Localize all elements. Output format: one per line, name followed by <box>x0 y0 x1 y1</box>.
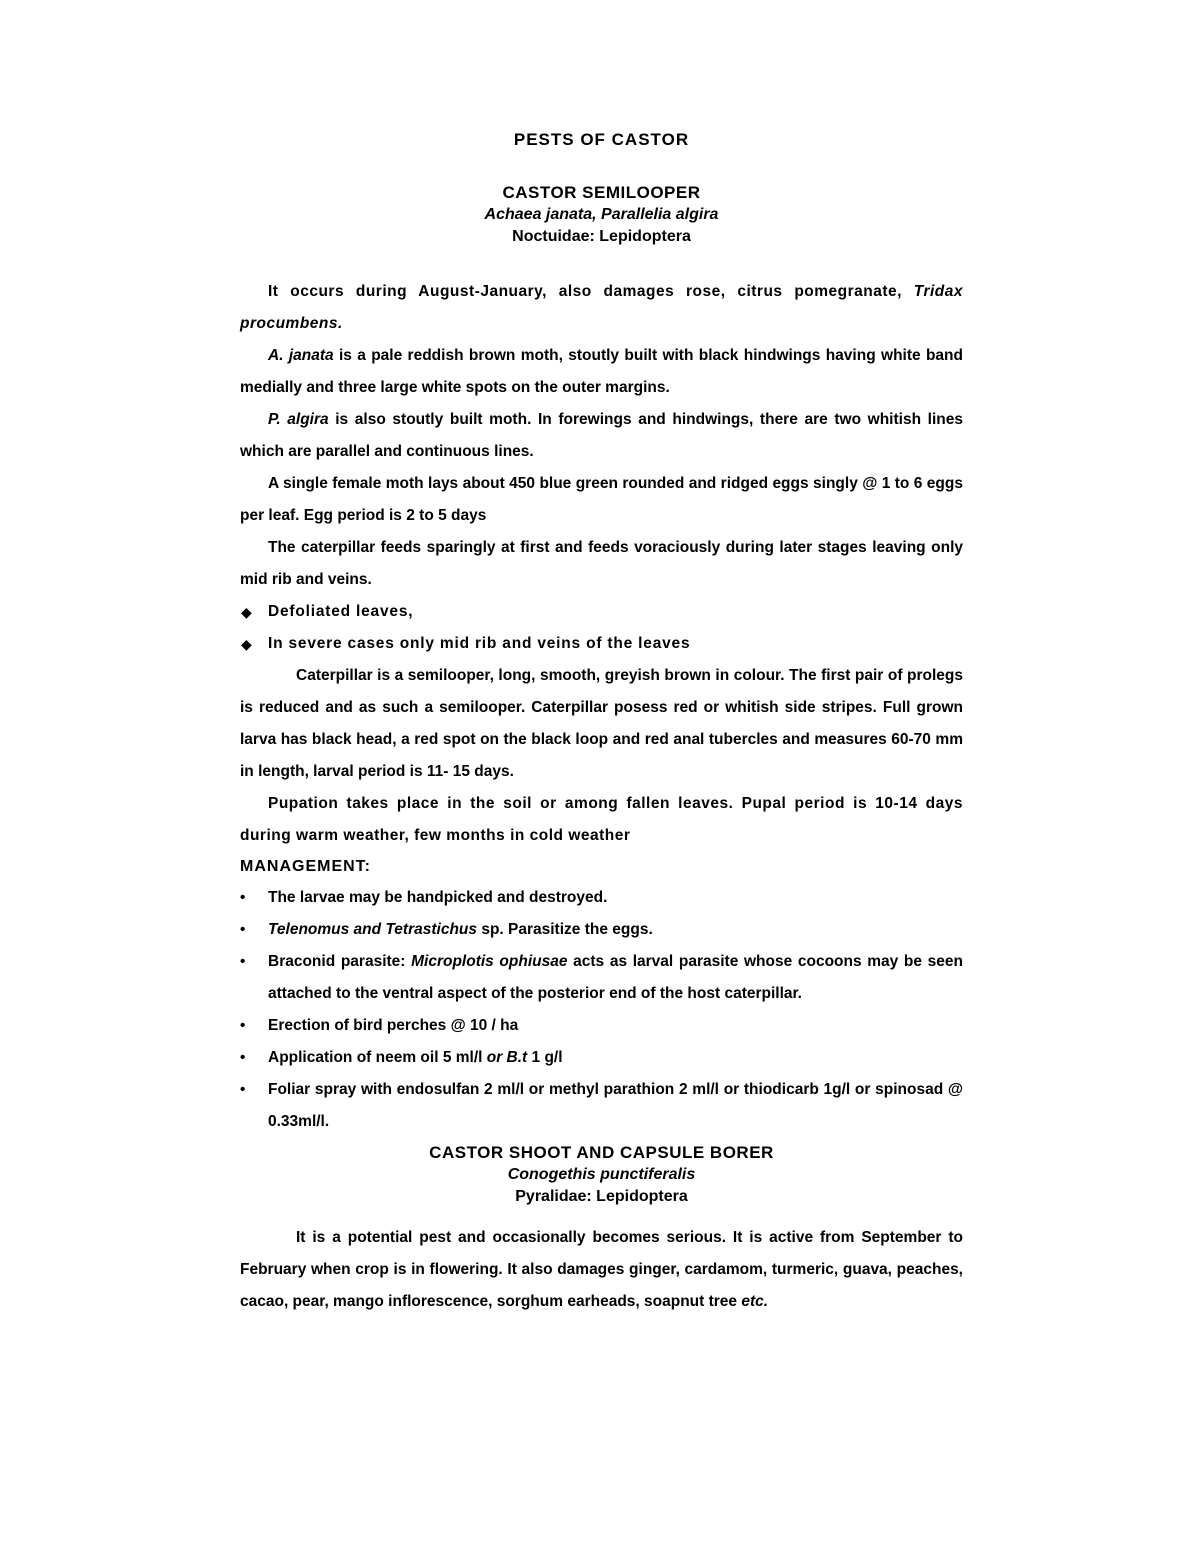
document-page <box>240 128 963 1318</box>
dot-bullet-icon: • <box>240 1017 246 1034</box>
intro-paragraph <box>240 276 963 340</box>
feeding-paragraph: The caterpillar feeds sparingly at first and feeds voraciously during later stages leaving only mid rib and veins. <box>240 539 963 588</box>
management-item: • The larvae may be handpicked and destroyed. <box>240 882 963 914</box>
janata-species: A. janata <box>268 347 334 364</box>
pupation-paragraph: Pupation takes place in the soil or among fallen leaves. Pupal period is 10-14 days during warm weather, few months in cold weather <box>240 795 963 844</box>
management-heading: MANAGEMENT: <box>240 858 371 875</box>
section-title: CASTOR SEMILOOPER <box>502 183 701 202</box>
section-title: CASTOR SHOOT AND CAPSULE BORER <box>429 1143 774 1162</box>
symptom-item: ◆ Defoliated leaves, <box>240 596 963 628</box>
dot-bullet-icon: • <box>240 889 246 906</box>
intro-text: It occurs during August-January, also damages rose, citrus pomegranate, <box>268 283 914 300</box>
management-item: • Telenomus and Tetrastichus sp. Parasitize the eggs. <box>240 914 963 946</box>
dot-bullet-icon: • <box>240 1049 246 1066</box>
symptom-item: ◆ In severe cases only mid rib and veins of the leaves <box>240 628 963 660</box>
diamond-bullet-icon: ◆ <box>241 604 253 620</box>
section-heading-semilooper <box>240 182 963 248</box>
scientific-name: Conogethis punctiferalis <box>507 1166 696 1183</box>
management-item: • Application of neem oil 5 ml/l or B.t 1 g/l <box>240 1042 963 1074</box>
intro-italic: Tridax procumbens. <box>240 283 963 332</box>
algira-text: is also stoutly built moth. In forewings and hindwings, there are two whitish lines which are parallel and continuous lines. <box>240 411 963 460</box>
dot-bullet-icon: • <box>240 1081 246 1098</box>
dot-bullet-icon: • <box>240 921 246 938</box>
management-item: • Erection of bird perches @ 10 / ha <box>240 1010 963 1042</box>
symptoms-list <box>240 596 963 660</box>
scientific-name: Achaea janata, Parallelia algira <box>484 206 719 223</box>
capsule-borer-paragraph: It is a potential pest and occasionally becomes serious. It is active from September to February when crop is in flowering. It also damages ginger, cardamom, turmeric, guava, peaches, cacao, pear, mango inflorescence, sorghum earheads, soapnut tree etc. <box>240 1229 963 1310</box>
eggs-paragraph: A single female moth lays about 450 blue green rounded and ridged eggs singly @ 1 to 6 eggs per leaf. Egg period is 2 to 5 days <box>240 475 963 524</box>
janata-text: is a pale reddish brown moth, stoutly built with black hindwings having white band medially and three large white spots on the outer margins. <box>240 347 963 396</box>
management-item: • Braconid parasite: Microplotis ophiusae acts as larval parasite whose cocoons may be seen attached to the ventral aspect of the posterior end of the host caterpillar. <box>240 946 963 1010</box>
algira-paragraph <box>240 404 963 468</box>
diamond-bullet-icon: ◆ <box>241 636 253 652</box>
management-list <box>240 882 963 1138</box>
section-heading-capsule-borer <box>240 1142 963 1208</box>
family-name: Pyralidae: Lepidoptera <box>515 1188 688 1205</box>
janata-paragraph <box>240 340 963 404</box>
dot-bullet-icon: • <box>240 953 246 970</box>
caterpillar-paragraph: Caterpillar is a semilooper, long, smooth, greyish brown in colour. The first pair of prolegs is reduced and as such a semilooper. Caterpillar posess red or whitish side stripes. Full grown larva has black head, a red spot on the black loop and red anal tubercles and measures 60-70 mm in length, larval period is 11- 15 days. <box>240 667 963 780</box>
algira-species: P. algira <box>268 411 329 428</box>
page-title: PESTS OF CASTOR <box>513 130 690 149</box>
family-name: Noctuidae: Lepidoptera <box>512 228 691 245</box>
management-item: • Foliar spray with endosulfan 2 ml/l or methyl parathion 2 ml/l or thiodicarb 1g/l or spinosad @ 0.33ml/l. <box>240 1074 963 1138</box>
